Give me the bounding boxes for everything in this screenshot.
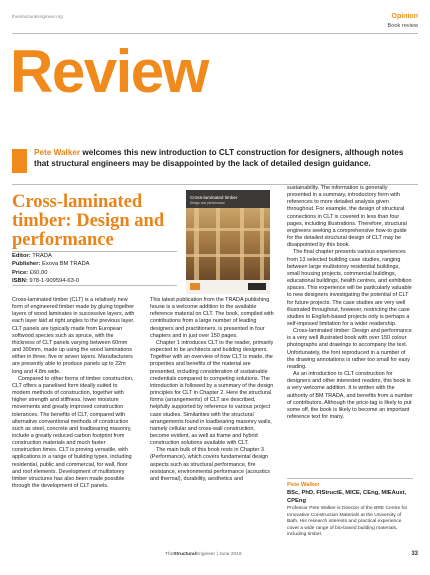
footer-engineer: Engineer: [195, 552, 216, 557]
details-publisher: Publisher: Exova BM TRADA: [12, 261, 90, 268]
top-divider: [12, 33, 418, 34]
paragraph: This latest publication from the TRADA publishing house is a welcome addition to the available reference material on CLT. The book, compiled with contributions from a large number of leading designers and practitioners, is presented in four chapters and in just over 150 pages.: [150, 297, 274, 339]
details-price: Price: £60.00: [12, 269, 48, 276]
bio-rule: [287, 478, 413, 479]
teaser-author: Pete Walker: [34, 148, 81, 157]
footer-magazine: TheStructuralEngineer | June 2016: [165, 552, 242, 557]
teaser-text: welcomes this new introduction to CLT construction for designers, although notes that structural engineers may be disappointed by the lack of detailed design guidance.: [34, 148, 404, 168]
paragraph: Cross-laminated timber (CLT) is a relatively new form of engineered timber made by gluing together layers of wood laminates in successive layers, with each layer laid at right angles to the previous layer. CLT panels are typically made from European softwood species such as spruce, with the thickness of CLT panels varying between 60mm and 300mm, made up using the wood laminations either in three, five or seven layers. Manufacturers are presently able to produce panels up to 22m long and 4.8m wide.: [12, 297, 135, 375]
paragraph: As an introduction to CLT construction for designers and other interested readers, this book is a very welcome addition. It is written with the authority of BM TRADA, and benefits from a number of contributors. Although the price-tag is likely to put some off, the book is likely to become an important reference text for many.: [287, 371, 413, 420]
publisher-logo-icon: [190, 283, 200, 290]
teaser-accent-bar: [12, 149, 27, 173]
details-rule-bottom: [12, 285, 177, 286]
page-number: 33: [411, 551, 418, 557]
details-editor: Editor: TRADA: [12, 253, 52, 259]
book-details: [12, 251, 177, 286]
banner-title: Review: [10, 38, 208, 105]
bio-text: Professor Pete Walker is Director of the BRE Centre for Innovative Construction Materials at the University of Bath. His research interests and practical experience cover a wide range of bio-based building materials, including timber.: [287, 506, 408, 538]
site-url[interactable]: thestructuralengineer.org: [12, 14, 63, 19]
book-cover-image: [186, 190, 270, 294]
teaser: [34, 148, 414, 169]
trada-logo-icon: [248, 283, 266, 290]
footer-structural: Structural: [173, 552, 196, 557]
cover-title: Cross-laminated timber: [190, 195, 238, 200]
section-label: Opinion: [391, 13, 418, 20]
bio-name: Pete Walker: [287, 482, 320, 488]
details-isbn: ISBN: 978-1-909594-63-0: [12, 277, 80, 284]
paragraph: The main bulk of this book rests in Chapter 3 (Performance), which covers fundamental design aspects such as structural performance, fire resistance, environmental performance (acoustics and thermal), durability, aesthetics and: [150, 447, 270, 482]
cover-photo: [186, 208, 270, 280]
paragraph: sustainability. The information is generally presented in a summary, introductory form with references to more detailed analysis given throughout. For example, the design of structural connections in CLT is covered in less than four pages, including illustrations. Therefore, structural engineers seeking a comprehensive how-to guide for the detailed structural design of CLT may be disappointed by this book.: [287, 185, 407, 249]
subsection-label: Book review: [387, 23, 418, 29]
cover-subtitle: Design and performance: [190, 201, 225, 205]
footer-date: June 2016: [219, 552, 242, 557]
paragraph: Chapter 1 introduces CLT to the reader, primarily expected to be architects and building designers. Together with an overview of how CLT is made, the properties and benefits of the material are presented, including consideration of sustainable credentials compared to competing solutions. The introduction is followed by a summary of the design principles for CLT in Chapter 2. Here the structural forms (arrangements) of CLT are described, helpfully supported by reference to various project case studies. Similarities with the structural arrangements found in loadbearing masonry walls, namely cellular and cross-wall construction, become evident, as well as frame and hybrid construction solutions available with CLT.: [150, 339, 274, 447]
paragraph: Compared to other forms of timber construction, CLT offers a panelised form ideally suited to modern methods of construction, together with higher strength and stiffness, lower moisture movements and greatly improved construction tolerances. The benefits of CLT, compared with alternative conventional methods of construction such as steel, concrete and loadbearing masonry, include a greatly reduced carbon footprint from construction materials and much faster construction times. CLT is proving versatile, with applications in a range of building types, including residential, public and commercial, for wall, floor and roof elements. Development of multistorey timber structures has also been made possible through the development of CLT panels.: [12, 375, 134, 490]
author-bio: [287, 478, 413, 539]
paragraph: The final chapter presents various experiences from 13 selected building case studies, ranging between large multistorey residential buildings, small housing projects, commercial buildings, educational buildings, health centres, and exhibition spaces. This experience will be particularly valuable to new designers investigating the potential of CLT for future projects. The case studies are very well illustrated throughout, however, restricting the case studies to English-based projects only is perhaps a self-imposed limitation for a wider readership.: [287, 249, 412, 327]
article-column-1: [12, 297, 136, 490]
paragraph: Cross-laminated timber: Design and performance is a very well illustrated book with over 150 colour photographs and drawings to accompany the text. Unfortunately, the font reproduced in a number of the drawing annotations is rather too small for easy reading.: [287, 328, 412, 370]
article-column-2: [150, 297, 274, 483]
footer-the: The: [165, 552, 174, 557]
bio-qualifications: BSc, PhD, FIStructE, MICE, CEng, MIEAust, CPEng: [287, 490, 407, 504]
article-column-3: [287, 185, 413, 421]
article-headline: Cross-laminated timber: Design and performance: [12, 192, 165, 250]
